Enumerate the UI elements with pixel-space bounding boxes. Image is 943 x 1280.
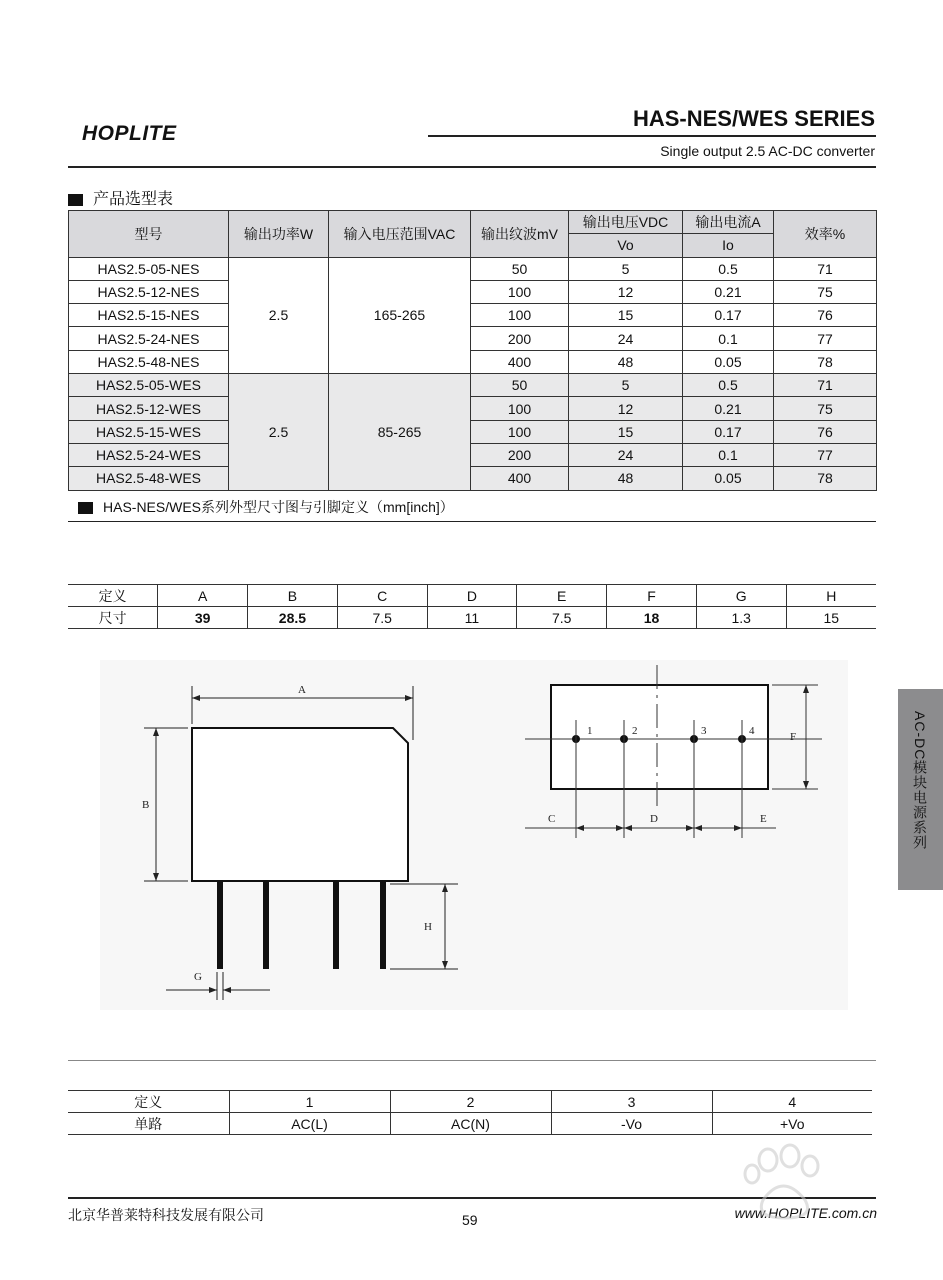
cell-io: 0.21 [683, 280, 774, 303]
dim-label-f: F [790, 731, 797, 743]
pin-label-3: 3 [701, 725, 707, 737]
table-row [69, 420, 877, 443]
cell-model: HAS2.5-15-NES [69, 304, 229, 327]
cell-io: 0.05 [683, 350, 774, 373]
dim-key-h: H [786, 585, 876, 607]
header-power: 输出功率W [229, 211, 329, 258]
section-dimensions-label: HAS-NES/WES系列外型尺寸图与引脚定义（mm[inch]） [103, 499, 454, 515]
cell-power: 2.5 [229, 257, 329, 373]
table-row [68, 1091, 872, 1113]
dimension-drawing [100, 660, 848, 1010]
cell-io: 0.21 [683, 397, 774, 420]
cell-eff: 76 [774, 420, 877, 443]
cell-model: HAS2.5-48-NES [69, 350, 229, 373]
header-rule [68, 166, 876, 168]
dim-value-d: 11 [427, 607, 517, 629]
pin-function: AC(N) [390, 1113, 551, 1135]
brand-logo: HOPLITE [82, 122, 177, 145]
page-number: 59 [462, 1212, 478, 1228]
table-row [69, 467, 877, 490]
cell-vo: 12 [569, 280, 683, 303]
cell-model: HAS2.5-15-WES [69, 420, 229, 443]
section-rule [68, 521, 876, 522]
bullet-square-icon [68, 194, 83, 206]
series-subtitle: Single output 2.5 AC-DC converter [660, 143, 875, 159]
dim-key-e: E [517, 585, 607, 607]
dim-label-a: A [298, 684, 306, 696]
cell-io: 0.1 [683, 327, 774, 350]
cell-vo: 5 [569, 374, 683, 397]
dim-label-h: H [424, 921, 432, 933]
dim-key-c: C [337, 585, 427, 607]
table-row [68, 585, 876, 607]
cell-io: 0.1 [683, 443, 774, 466]
cell-eff: 76 [774, 304, 877, 327]
cell-vo: 5 [569, 257, 683, 280]
cell-ripple: 100 [471, 397, 569, 420]
table-row [69, 443, 877, 466]
cell-ripple: 200 [471, 443, 569, 466]
cell-ripple: 100 [471, 304, 569, 327]
dim-value-f: 18 [607, 607, 697, 629]
bottom-view-outline [551, 685, 768, 789]
header-current: 输出电流A [683, 211, 774, 234]
dim-value-g: 1.3 [696, 607, 786, 629]
dim-row-label: 尺寸 [68, 607, 158, 629]
cell-model: HAS2.5-12-WES [69, 397, 229, 420]
dimension-table [68, 584, 876, 629]
cell-vo: 15 [569, 304, 683, 327]
dim-key-b: B [248, 585, 338, 607]
cell-eff: 78 [774, 350, 877, 373]
cell-model: HAS2.5-24-WES [69, 443, 229, 466]
dim-label-d: D [650, 813, 658, 825]
section-model-selection [68, 186, 173, 209]
cell-ripple: 100 [471, 280, 569, 303]
cell-vo: 48 [569, 467, 683, 490]
dim-value-e: 7.5 [517, 607, 607, 629]
pin-4 [380, 881, 386, 969]
pin-number: 3 [551, 1091, 712, 1113]
header-input-range: 输入电压范围VAC [329, 211, 471, 258]
dim-row-label: 定义 [68, 585, 158, 607]
pin-row-label: 单路 [68, 1113, 229, 1135]
cell-eff: 77 [774, 443, 877, 466]
dim-value-b: 28.5 [248, 607, 338, 629]
series-title: HAS-NES/WES SERIES [632, 106, 875, 131]
table-row [69, 257, 877, 280]
cell-model: HAS2.5-48-WES [69, 467, 229, 490]
cell-model: HAS2.5-12-NES [69, 280, 229, 303]
cell-eff: 77 [774, 327, 877, 350]
pin-definition-table [68, 1090, 872, 1135]
cell-ripple: 100 [471, 420, 569, 443]
dim-value-h: 15 [786, 607, 876, 629]
cell-vo: 48 [569, 350, 683, 373]
cell-input-range: 85-265 [329, 374, 471, 490]
pin-3 [333, 881, 339, 969]
dim-key-g: G [696, 585, 786, 607]
pin-label-4: 4 [749, 725, 755, 737]
header-efficiency: 效率% [774, 211, 877, 258]
cell-vo: 24 [569, 327, 683, 350]
table-row [69, 304, 877, 327]
dim-value-c: 7.5 [337, 607, 427, 629]
cell-eff: 78 [774, 467, 877, 490]
dim-label-c: C [548, 813, 556, 825]
cell-model: HAS2.5-05-NES [69, 257, 229, 280]
pin-label-1: 1 [587, 725, 593, 737]
cell-ripple: 400 [471, 350, 569, 373]
header-current-sub: Io [683, 234, 774, 257]
table-row [68, 1113, 872, 1135]
dim-label-g: G [194, 971, 202, 983]
module-body [192, 728, 408, 881]
section-model-selection-label: 产品选型表 [93, 191, 174, 208]
dim-label-e: E [760, 813, 767, 825]
cell-vo: 12 [569, 397, 683, 420]
pin-function: -Vo [551, 1113, 712, 1135]
cell-io: 0.05 [683, 467, 774, 490]
pin-number: 1 [229, 1091, 390, 1113]
table-row [68, 607, 876, 629]
cell-eff: 71 [774, 374, 877, 397]
pin-function: AC(L) [229, 1113, 390, 1135]
cell-power: 2.5 [229, 374, 329, 490]
dim-key-a: A [158, 585, 248, 607]
cell-ripple: 50 [471, 374, 569, 397]
dim-key-f: F [607, 585, 697, 607]
title-rule [428, 135, 876, 137]
header-voltage-sub: Vo [569, 234, 683, 257]
side-category-label: AC-DC模块电源系列 [912, 711, 928, 851]
pin-section-rule [68, 1060, 876, 1061]
cell-io: 0.17 [683, 420, 774, 443]
pin-number: 2 [390, 1091, 551, 1113]
side-category-tab [898, 689, 943, 890]
dim-key-d: D [427, 585, 517, 607]
cell-model: HAS2.5-24-NES [69, 327, 229, 350]
pin-1 [217, 881, 223, 969]
website-link[interactable]: www.HOPLITE.com.cn [734, 1205, 877, 1221]
table-row [69, 374, 877, 397]
table-row [69, 327, 877, 350]
dim-label-b: B [142, 799, 150, 811]
cell-model: HAS2.5-05-WES [69, 374, 229, 397]
cell-input-range: 165-265 [329, 257, 471, 373]
pin-label-2: 2 [632, 725, 638, 737]
pin-function: +Vo [712, 1113, 872, 1135]
section-dimensions [78, 497, 454, 517]
cell-io: 0.5 [683, 257, 774, 280]
cell-vo: 24 [569, 443, 683, 466]
cell-eff: 75 [774, 397, 877, 420]
cell-ripple: 200 [471, 327, 569, 350]
cell-io: 0.5 [683, 374, 774, 397]
header-voltage: 输出电压VDC [569, 211, 683, 234]
cell-vo: 15 [569, 420, 683, 443]
cell-eff: 71 [774, 257, 877, 280]
company-name: 北京华普莱特科技发展有限公司 [68, 1207, 264, 1223]
model-selection-table [68, 210, 877, 491]
cell-ripple: 50 [471, 257, 569, 280]
table-row [69, 350, 877, 373]
cell-eff: 75 [774, 280, 877, 303]
pin-row-label: 定义 [68, 1091, 229, 1113]
header-ripple: 输出纹波mV [471, 211, 569, 258]
dim-value-a: 39 [158, 607, 248, 629]
bullet-square-icon [78, 502, 93, 514]
pin-2 [263, 881, 269, 969]
watermark-paw-icon [668, 1140, 898, 1250]
cell-io: 0.17 [683, 304, 774, 327]
cell-ripple: 400 [471, 467, 569, 490]
pin-number: 4 [712, 1091, 872, 1113]
table-row [69, 397, 877, 420]
table-row [69, 280, 877, 303]
header-model: 型号 [69, 211, 229, 258]
